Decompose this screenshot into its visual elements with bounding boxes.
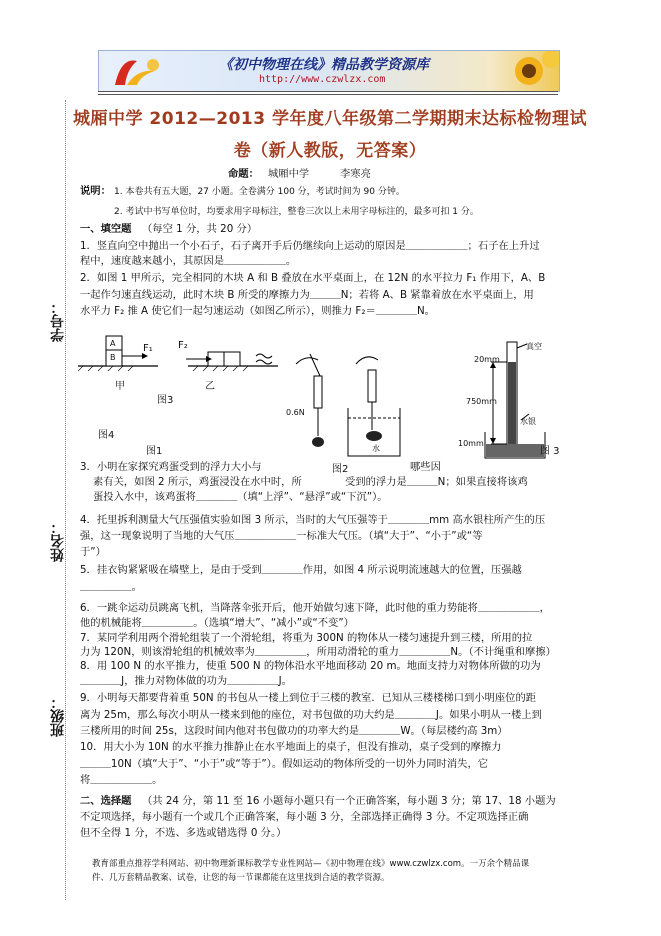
side-label-name: 姓名： bbox=[50, 520, 66, 562]
question-line: 素有关，如图 2 所示，鸡蛋浸没在水中时，所 bbox=[93, 476, 302, 488]
fig1-label-b: B bbox=[110, 353, 116, 362]
figure-2-diagram bbox=[290, 350, 410, 462]
question-line: 2．如图 1 甲所示，完全相同的木块 A 和 B 叠放在水平桌面上，在 12N 的水平拉力 F₁ 作用下，A、B bbox=[80, 272, 546, 284]
banner-underline bbox=[98, 91, 558, 92]
question-line: 将＿＿＿＿＿＿。 bbox=[80, 774, 163, 786]
question-line: 7．某同学利用两个滑轮组装了一个滑轮组，将重为 300N 的物体从一楼匀速提升到三楼，所用的拉 bbox=[80, 632, 533, 644]
fig1-caption: 图1 bbox=[146, 446, 163, 457]
fig3-mercury-label: 水银 bbox=[520, 417, 536, 426]
fig3-750mm: 750mm bbox=[466, 397, 497, 406]
banner-underline-2 bbox=[98, 94, 558, 95]
fig1-caption-jia: 甲 bbox=[115, 381, 125, 392]
page-title-line1: 城厢中学 2012—2013 学年度八年级第二学期期末达标检物理试 bbox=[73, 109, 587, 129]
question-line: 于”） bbox=[80, 546, 106, 558]
question-line: 6．一跳伞运动员跳离飞机，当降落伞张开后，他开始做匀速下降，此时他的重力势能将＿＿＿＿＿＿， bbox=[80, 602, 550, 614]
section-2-heading: 二、选择题 bbox=[80, 795, 132, 807]
footer-line2: 件、几万套精品教案、试卷，让您的每一节课都能在这里找到合适的教学资源。 bbox=[92, 873, 390, 883]
question-line: 一起作匀速直线运动，此时木块 B 所受的摩擦力为＿＿＿N；若将 A、B 紧靠着放在水平桌面上，用 bbox=[80, 289, 534, 301]
author-name: 李寒亮 bbox=[340, 168, 371, 180]
footer-line1: 教育部重点推荐学科网站、初中物理新课标教学专业性网站—《初中物理在线》www.czwlzx.com。一万余个精品课 bbox=[92, 859, 530, 869]
fig2-reading: 0.6N bbox=[286, 408, 305, 417]
fig1-caption-yi: 乙 bbox=[205, 381, 215, 392]
binding-line bbox=[65, 100, 66, 900]
question-line: 10．用大小为 10N 的水平推力推静止在水平地面上的桌子，但没有推动，桌子受到的摩擦力 bbox=[80, 741, 502, 753]
question-line: 受到的浮力是＿＿＿N；如果直接将该鸡 bbox=[345, 476, 528, 488]
section-2-note-line1: （共 24 分，第 11 至 16 小题每小题只有一个正确答案，每小题 3 分；第 17、18 小题为 bbox=[142, 795, 556, 807]
question-line: 哪些因 bbox=[410, 461, 441, 473]
header-banner bbox=[98, 50, 560, 92]
banner-url: http://www.czwlzx.com bbox=[259, 74, 386, 85]
section-1-note: （每空 1 分，共 20 分） bbox=[142, 223, 258, 235]
author-school: 城厢中学 bbox=[268, 168, 310, 180]
fig2-caption: 图2 bbox=[332, 464, 349, 475]
section-1-heading: 一、填空题 bbox=[80, 223, 132, 235]
instructions-item-2: 2. 考试中书写单位时，均要求用字母标注，整卷三次以上未用字母标注的，最多可扣 1 分。 bbox=[114, 207, 479, 217]
fig3-vacuum-label: 真空 bbox=[526, 342, 542, 351]
fig1-label-f2: F₂ bbox=[178, 340, 188, 351]
side-label-class: 班级： bbox=[50, 695, 66, 737]
site-logo bbox=[107, 55, 167, 89]
fig3-10mm: 10mm bbox=[458, 439, 484, 448]
fig2-water-label: 水 bbox=[372, 444, 380, 453]
question-line: 8．用 100 N 的水平推力，使重 500 N 的物体沿水平地面移动 20 m。地面支持力对物体所做的功为 bbox=[80, 660, 541, 672]
question-line: 9．小明每天都要背着重 50N 的书包从一楼上到位于三楼的教室．已知从三楼楼梯口到小明座位的距 bbox=[80, 692, 537, 704]
section-2-note-line3: 但不全得 1 分，不选、多选或错选得 0 分。） bbox=[80, 827, 287, 839]
sunflower-image bbox=[499, 51, 559, 91]
fig3-20mm: 20mm bbox=[474, 355, 500, 364]
instructions-item-1: 1. 本卷共有五大题，27 小题。全卷满分 100 分，考试时间为 90 分钟。 bbox=[114, 187, 405, 197]
question-line: 离为 25m，那么每次小明从一楼来到他的座位，对书包做的功大约是＿＿＿＿J。如果小明从一楼上到 bbox=[80, 709, 542, 721]
question-line: ＿＿＿＿＿。 bbox=[80, 581, 142, 593]
question-line: 程中，速度越来越小，其原因是＿＿＿＿＿＿。 bbox=[80, 255, 297, 267]
question-line: 力为 120N，则该滑轮组的机械效率为＿＿＿＿＿，所用动滑轮的重力＿＿＿＿＿N。（不计绳重和摩擦） bbox=[80, 646, 556, 658]
author-label: 命题： bbox=[228, 168, 259, 180]
question-line: ＿＿＿＿J，推力对物体做的功为＿＿＿＿＿J。 bbox=[80, 675, 293, 687]
fig3-small-caption: 图3 bbox=[157, 395, 174, 406]
fig4-caption: 图4 bbox=[98, 430, 115, 441]
question-line: 5．挂衣钩紧紧吸在墙壁上，是由于受到＿＿＿＿作用，如图 4 所示说明流速越大的位置，压强越 bbox=[80, 564, 522, 576]
fig3-caption: 图 3 bbox=[540, 446, 560, 457]
question-line: 1．竖直向空中抛出一个小石子，石子离开手后仍继续向上运动的原因是＿＿＿＿＿＿；石子在上升过 bbox=[80, 240, 540, 252]
question-line: 4．托里拆利测量大气压强值实验如图 3 所示，当时的大气压强等于＿＿＿＿mm 高水银柱所产生的压 bbox=[80, 514, 546, 526]
question-line: 强，这一现象说明了当地的大气压＿＿＿＿＿＿一标准大气压。（填“大于”、“小于”或“等 bbox=[80, 530, 483, 542]
fig1-label-a: A bbox=[110, 339, 116, 348]
banner-title: 《初中物理在线》精品教学资源库 bbox=[219, 57, 429, 73]
fig1-label-f1: F₁ bbox=[143, 343, 153, 354]
page-title-line2: 卷（新人教版，无答案） bbox=[233, 141, 427, 161]
question-line: 水平力 F₂ 推 A 使它们一起匀速运动（如图乙所示），则推力 F₂＝＿＿＿＿N。 bbox=[80, 305, 435, 317]
instructions-label: 说明： bbox=[80, 185, 111, 197]
question-line: 3．小明在家探究鸡蛋受到的浮力大小与 bbox=[80, 461, 262, 473]
question-line: 三楼所用的时间 25s，这段时间内他对书包做功的功率大约是＿＿＿＿W。（每层楼约高 3m） bbox=[80, 725, 508, 737]
question-line: 蛋投入水中，该鸡蛋将＿＿＿＿（填“上浮”、“悬浮”或“下沉”）。 bbox=[93, 491, 388, 503]
section-2-note-line2: 不定项选择，每小题有一个或几个正确答案，每小题 3 分，全部选择正确得 3 分。不定项选择正确 bbox=[80, 811, 529, 823]
side-label-number: 学号： bbox=[50, 300, 66, 342]
question-line: 他的机械能将＿＿＿＿＿。（选填“增大”、“减小”或“不变”） bbox=[80, 617, 354, 629]
question-line: ＿＿＿10N（填“大于”、“小于”或“等于”）。假如运动的物体所受的一切外力同时消失，它 bbox=[80, 758, 489, 770]
